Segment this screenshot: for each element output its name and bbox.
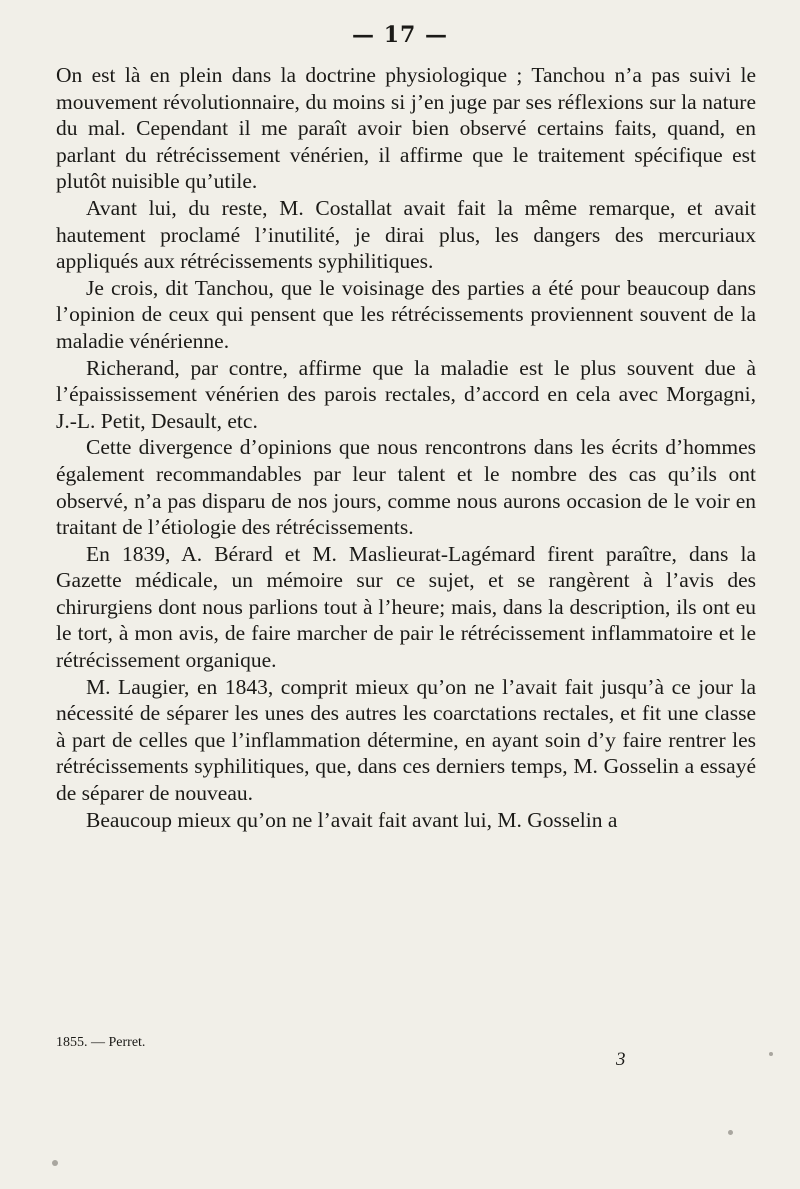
- page-number: — 17 —: [352, 22, 448, 48]
- body-text: [56, 62, 756, 833]
- paragraph: Avant lui, du reste, M. Costallat avait fait la même remarque, et avait hautement proclamé l’inutilité, je dirai plus, les dangers des mercuriaux appliqués aux rétrécissements syphilitiques.: [56, 195, 756, 274]
- paragraph: Beaucoup mieux qu’on ne l’avait fait avant lui, M. Gosselin a: [86, 807, 618, 832]
- page-footer: [56, 1035, 756, 1095]
- paragraph: Cette divergence d’opinions que nous rencontrons dans les écrits d’hommes également recommandables par leur talent et le nombre des cas qu’ils ont observé, n’a pas disparu de nos jours, comme nous aurons occasion de le voir en traitant de l’étiologie des rétrécissements.: [56, 435, 756, 540]
- paragraph: Je crois, dit Tanchou, que le voisinage des parties a été pour beaucoup dans l’opinion de ceux qui pensent que les rétrécissements proviennent souvent de la maladie vénérienne.: [56, 275, 756, 353]
- paragraph: En 1839, A. Bérard et M. Maslieurat-Lagémard firent paraître, dans la Gazette médicale, un mémoire sur ce sujet, et se rangèrent à l’avis des chirurgiens dont nous parlions tout à l’heure; mais, dans la description, ils ont eu le tort, à mon avis, de faire marcher de pair le rétrécissement inflammatoire et le rétrécissement organique.: [56, 541, 756, 673]
- ink-speck: [769, 1052, 773, 1056]
- ink-speck: [52, 1160, 58, 1166]
- paragraph: M. Laugier, en 1843, comprit mieux qu’on ne l’avait fait jusqu’à ce jour la nécessité de séparer les unes des autres les coarctations rectales, et fit une classe à part de celles que l’inflammation détermine, en ayant soin d’y faire rentrer les rétrécissements syphilitiques, que, dans ces derniers temps, M. Gosselin a essayé de séparer de nouveau.: [56, 674, 756, 806]
- ink-speck: [728, 1130, 733, 1135]
- printer-imprint: 1855. — Perret.: [56, 1035, 146, 1050]
- paragraph: On est là en plein dans la doctrine physiologique ; Tanchou n’a pas suivi le mouvement révolutionnaire, du moins si j’en juge par ses réflexions sur la nature du mal. Cependant il me paraît avoir bien observé certains faits, quand, en parlant du rétrécissement vénérien, il affirme que le traitement spécifique est plutôt nuisible qu’utile.: [56, 63, 756, 194]
- signature-mark: 3: [616, 1049, 626, 1070]
- paragraph: Richerand, par contre, affirme que la maladie est le plus souvent due à l’épaississement vénérien des parois rectales, d’accord en cela avec Morgagni, J.-L. Petit, Desault, etc.: [56, 355, 756, 433]
